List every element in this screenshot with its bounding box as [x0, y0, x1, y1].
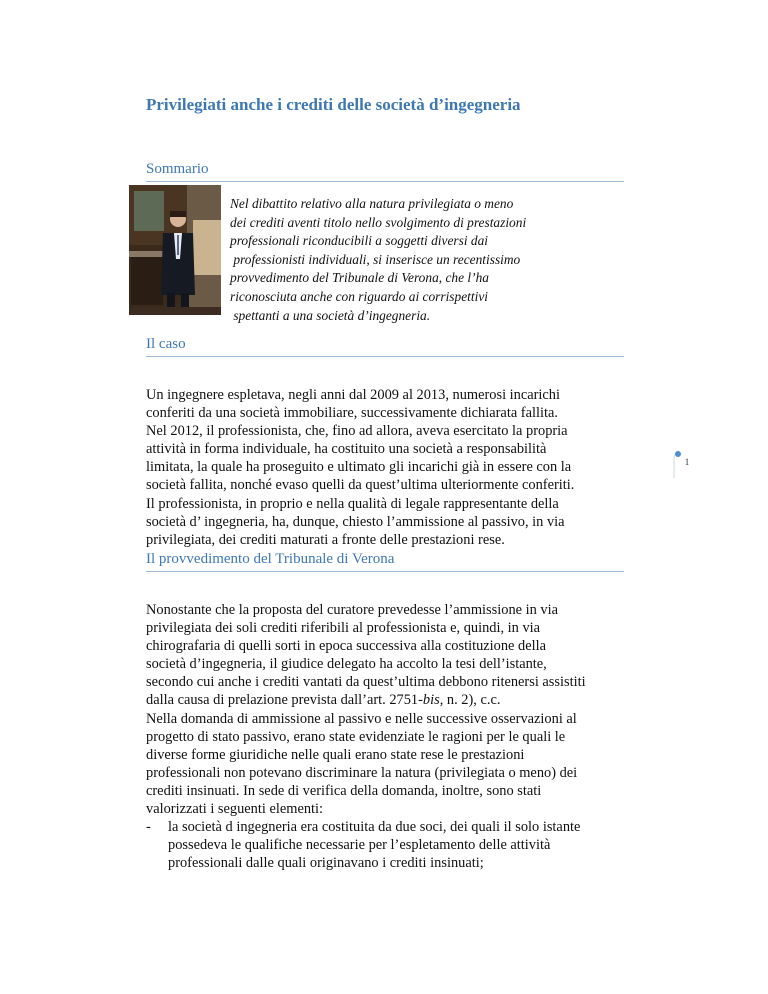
provvedimento-line: progetto di stato passivo, erano state evidenziate le ragioni per le quali le — [146, 728, 566, 745]
section-heading-provvedimento: Il provvedimento del Tribunale di Verona — [146, 550, 624, 572]
summary-line: professionisti individuali, si inserisce un recentissimo — [230, 251, 521, 267]
summary-line: professionali riconducibili a soggetti diversi dai — [230, 233, 489, 249]
provvedimento-line: crediti insinuati. In sede di verifica della domanda, inoltre, sono stati — [146, 782, 542, 799]
list-dash: - — [146, 819, 151, 836]
list-item-line: professionali dalle quali originavano i crediti insinuati; — [168, 855, 484, 872]
provvedimento-paragraph — [146, 601, 636, 872]
caso-line: Un ingegnere espletava, negli anni dal 2009 al 2013, numerosi incarichi — [146, 387, 561, 403]
caso-line: Nel 2012, il professionista, che, fino ad allora, aveva esercitato la propria — [146, 423, 568, 440]
summary-text — [230, 195, 630, 325]
caso-line: conferiti da una società immobiliare, successivamente dichiarata fallita. — [146, 405, 558, 422]
summary-line: riconosciuta anche con riguardo ai corrispettivi — [230, 288, 488, 304]
summary-line: dei crediti aventi titolo nello svolgimento di prestazioni — [230, 214, 527, 230]
author-photo — [129, 185, 221, 315]
citation-text-end: , n. 2), c.c. — [439, 692, 501, 709]
page-number: 1 — [684, 457, 690, 467]
list-item-line: la società d ingegneria era costituita da due soci, dei quali il solo istante — [168, 819, 581, 836]
summary-line: provvedimento del Tribunale di Verona, che l’ha — [230, 270, 489, 286]
list-item — [146, 818, 636, 872]
provvedimento-line: valorizzati i seguenti elementi: — [146, 801, 324, 818]
provvedimento-line: secondo cui anche i crediti vantati da quest’ultima debbono ritenersi assistiti — [146, 674, 586, 691]
provvedimento-line: privilegiata dei soli crediti riferibili al professionista e, quindi, in via — [146, 620, 541, 637]
provvedimento-line: Nonostante che la proposta del curatore prevedesse l’ammissione in via — [146, 602, 558, 618]
provvedimento-line: Nella domanda di ammissione al passivo e nelle successive osservazioni al — [146, 710, 577, 727]
caso-line: società d’ ingegneria, ha, dunque, chiesto l’ammissione al passivo, in via — [146, 513, 565, 530]
provvedimento-line-citation — [146, 691, 636, 709]
citation-text: dalla causa di prelazione prevista dall’art. 2751- — [146, 692, 423, 709]
summary-line: spettanti a una società d’ingegneria. — [230, 307, 431, 323]
caso-line: limitata, la quale ha proseguito e ultimato gli incarichi già in essere con la — [146, 459, 572, 476]
caso-line: Il professionista, in proprio e nella qualità di legale rappresentante della — [146, 495, 559, 512]
provvedimento-line: chirografaria di quelli sorti in epoca successiva alla costituzione della — [146, 638, 546, 655]
document-title: Privilegiati anche i crediti delle società d’ingegneria — [146, 95, 521, 114]
provvedimento-line: diverse forme giuridiche nelle quali erano state rese le prestazioni — [146, 746, 525, 763]
citation-italic: bis — [422, 692, 440, 709]
summary-line: Nel dibattito relativo alla natura privilegiata o meno — [230, 196, 514, 211]
caso-line: attività in forma individuale, ha costituito una società a responsabilità — [146, 441, 547, 458]
provvedimento-line: professionali non potevano discriminare la natura (privilegiata o meno) dei — [146, 764, 578, 781]
caso-paragraph — [146, 386, 636, 549]
section-heading-il-caso: Il caso — [146, 335, 624, 357]
section-heading-sommario: Sommario — [146, 160, 624, 182]
list-item-line: possedeva le qualifiche necessarie per l’espletamento delle attività — [168, 837, 551, 854]
caso-line: privilegiata, dei crediti maturati a fronte delle prestazioni rese. — [146, 531, 505, 548]
provvedimento-line: società d’ingegneria, il giudice delegato ha accolto la tesi dell’istante, — [146, 656, 547, 673]
caso-line: società fallita, nonché evaso quelli da quest’ultima ulteriormente conferiti. — [146, 477, 575, 494]
